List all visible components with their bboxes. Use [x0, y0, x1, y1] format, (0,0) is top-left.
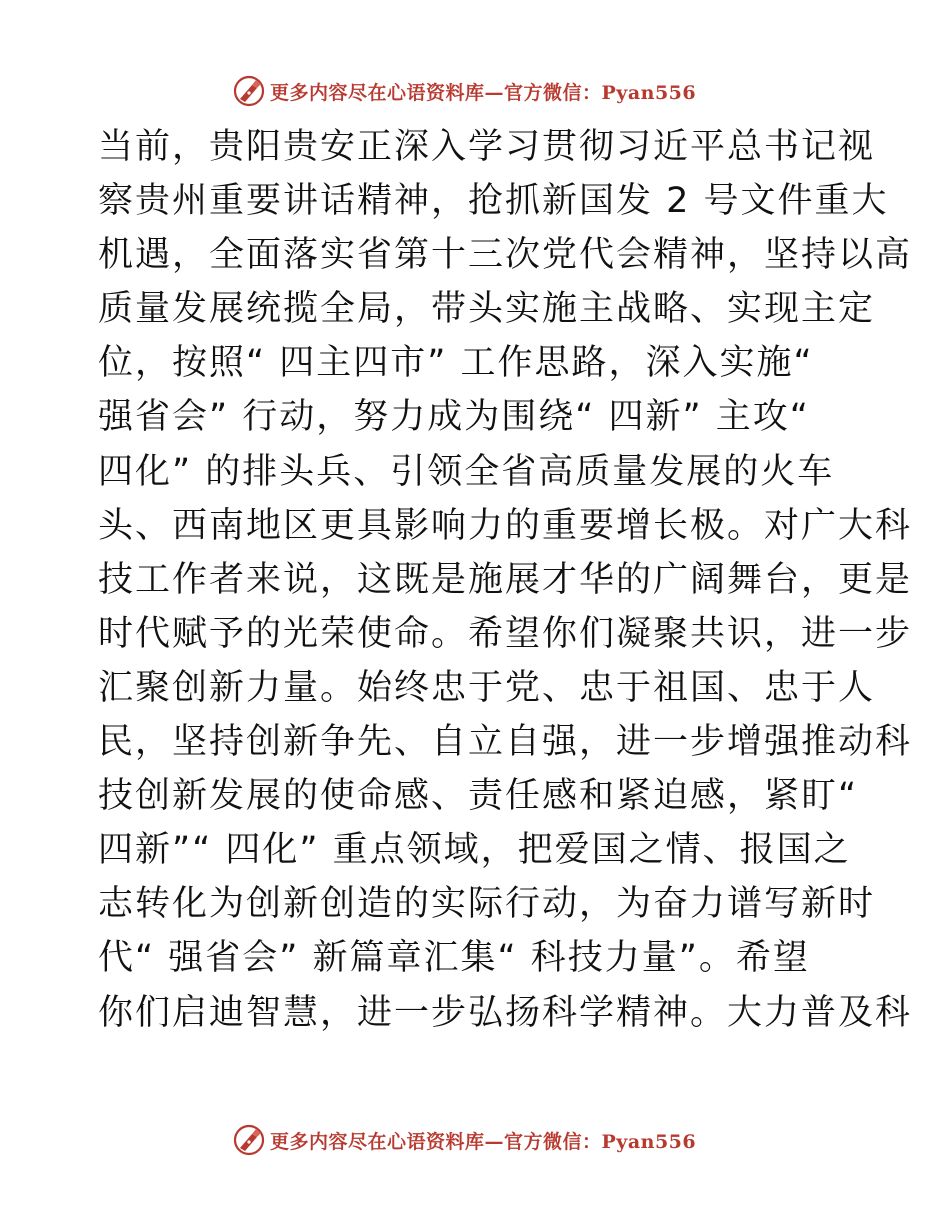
text-line: 质量发展统揽全局，带头实施主战略、实现主定 — [98, 289, 876, 330]
text-line: 汇聚创新力量。始终忠于党、忠于祖国、忠于人 — [98, 667, 876, 708]
text-line: 志转化为创新创造的实际行动，为奋力谱写新时 — [98, 884, 876, 925]
watermark-text: 更多内容尽在心语资料库—官方微信：Pyan556 — [270, 81, 697, 104]
text-line: 察贵州重要讲话精神，抢抓新国发 2 号文件重大 — [98, 181, 889, 222]
pen-nib-logo-icon — [232, 74, 266, 108]
text-line: 机遇，全面落实省第十三次党代会精神，坚持以高 — [98, 235, 913, 276]
text-line: 技创新发展的使命感、责任感和紧迫感，紧盯“ — [98, 776, 859, 817]
header-watermark — [232, 73, 696, 109]
text-line: 时代赋予的光荣使命。希望你们凝聚共识，进一步 — [98, 613, 913, 654]
text-line: 民，坚持创新争先、自立自强，进一步增强推动科 — [98, 722, 913, 763]
text-line: 四化” 的排头兵、引领全省高质量发展的火车 — [98, 451, 835, 492]
text-line: 头、西南地区更具影响力的重要增长极。对广大科 — [98, 505, 913, 546]
text-line: 当前，贵阳贵安正深入学习贯彻习近平总书记视 — [98, 127, 876, 167]
body-text — [98, 120, 913, 1040]
text-line: 代“ 强省会” 新篇章汇集“ 科技力量”。希望 — [98, 938, 810, 979]
text-line: 强省会” 行动，努力成为围绕“ 四新” 主攻“ — [98, 397, 810, 438]
text-line: 技工作者来说，这既是施展才华的广阔舞台，更是 — [98, 559, 913, 600]
text-line: 你们启迪智慧，进一步弘扬科学精神。大力普及科 — [98, 992, 913, 1033]
pen-nib-logo-icon — [232, 1123, 266, 1157]
text-line: 四新”“ 四化” 重点领域，把爱国之情、报国之 — [98, 830, 851, 871]
watermark-text: 更多内容尽在心语资料库—官方微信：Pyan556 — [270, 1130, 697, 1153]
text-line: 位，按照“ 四主四市” 工作思路，深入实施“ — [98, 343, 814, 384]
footer-watermark — [232, 1122, 696, 1158]
